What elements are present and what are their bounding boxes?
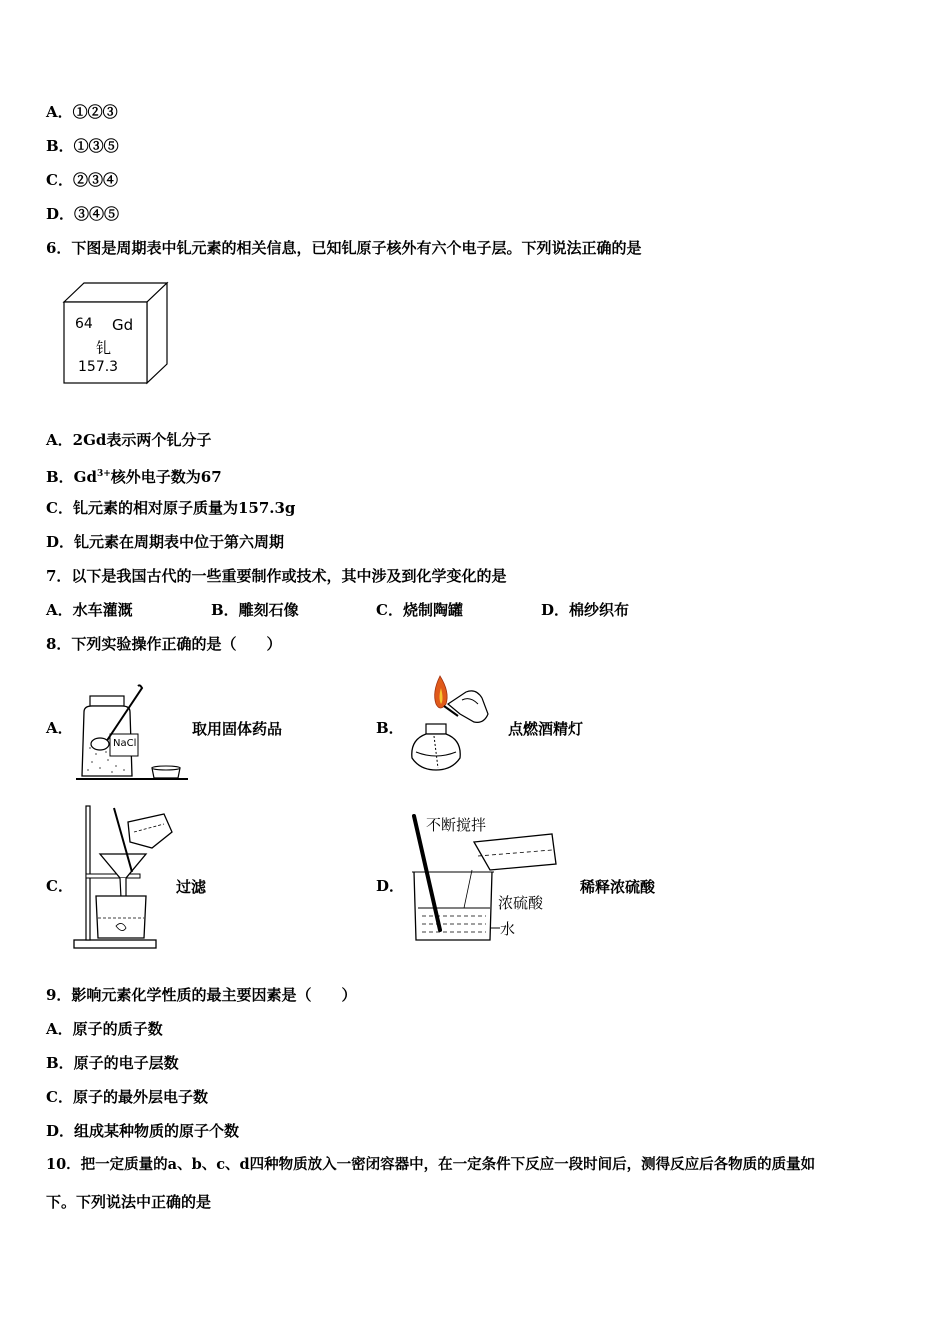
q8-option-a-caption: 取用固体药品 xyxy=(192,720,283,738)
q8-option-a-label: A． xyxy=(46,719,73,737)
q7-option-b: B．雕刻石像 xyxy=(211,601,299,619)
dilution-stir-label: 不断搅拌 xyxy=(426,816,487,834)
q5-option-d: D．③④⑤ xyxy=(46,205,120,223)
q6-option-b-prefix: B．Gd xyxy=(46,468,97,486)
q9-option-c: C．原子的最外层电子数 xyxy=(46,1088,208,1106)
q6-option-c: C．钆元素的相对原子质量为157.3g xyxy=(46,499,296,517)
filtration-figure xyxy=(72,802,176,954)
q10-stem-line1: 10．把一定质量的a、b、c、d四种物质放入一密闭容器中，在一定条件下反应一段时间后，测得反应后各物质的质量如 xyxy=(46,1156,816,1173)
q5-option-c: C．②③④ xyxy=(46,171,118,189)
q9-stem: 9．影响元素化学性质的最主要因素是（ ） xyxy=(46,986,357,1004)
q10-stem-line2: 下。下列说法中正确的是 xyxy=(46,1193,212,1211)
q5-option-a: A．①②③ xyxy=(46,103,118,121)
dilution-acid-label: 浓硫酸 xyxy=(498,894,544,912)
reagent-jar-figure xyxy=(76,682,190,782)
q8-option-d-label: D． xyxy=(376,877,405,895)
element-cell-figure xyxy=(60,280,172,386)
q8-option-b-label: B． xyxy=(376,719,404,737)
dilution-figure xyxy=(406,812,566,946)
q6-option-b xyxy=(46,464,222,487)
q6-option-d: D．钆元素在周期表中位于第六周期 xyxy=(46,533,285,551)
dilution-water-label: 水 xyxy=(500,920,516,938)
q6-option-b-suffix: 核外电子数为67 xyxy=(110,468,222,486)
alcohol-lamp-figure xyxy=(404,670,504,782)
q7-option-a: A．水车灌溉 xyxy=(46,601,133,619)
q5-option-b: B．①③⑤ xyxy=(46,137,119,155)
q9-option-a: A．原子的质子数 xyxy=(46,1020,163,1038)
q7-option-c: C．烧制陶罐 xyxy=(376,601,463,619)
q9-option-d: D．组成某种物质的原子个数 xyxy=(46,1122,240,1140)
q7-stem: 7．以下是我国古代的一些重要制作或技术，其中涉及到化学变化的是 xyxy=(46,567,507,585)
q8-option-c-caption: 过滤 xyxy=(176,878,207,896)
q9-option-b: B．原子的电子层数 xyxy=(46,1054,179,1072)
q6-stem: 6．下图是周期表中钆元素的相关信息，已知钆原子核外有六个电子层。下列说法正确的是 xyxy=(46,239,642,257)
element-atomic-mass: 157.3 xyxy=(78,359,119,375)
q7-option-d: D．棉纱织布 xyxy=(541,601,630,619)
q8-option-c-label: C． xyxy=(46,877,73,895)
reagent-jar-label: NaCl xyxy=(113,738,137,749)
element-symbol: Gd xyxy=(112,316,134,334)
q6-option-a: A．2Gd表示两个钆分子 xyxy=(46,431,212,449)
q6-option-b-charge: 3+ xyxy=(96,469,111,479)
q8-option-d-caption: 稀释浓硫酸 xyxy=(580,878,656,896)
element-name: 钆 xyxy=(96,339,112,357)
q8-stem: 8．下列实验操作正确的是（ ） xyxy=(46,635,282,653)
element-atomic-number: 64 xyxy=(75,316,93,332)
q8-option-b-caption: 点燃酒精灯 xyxy=(508,720,584,738)
